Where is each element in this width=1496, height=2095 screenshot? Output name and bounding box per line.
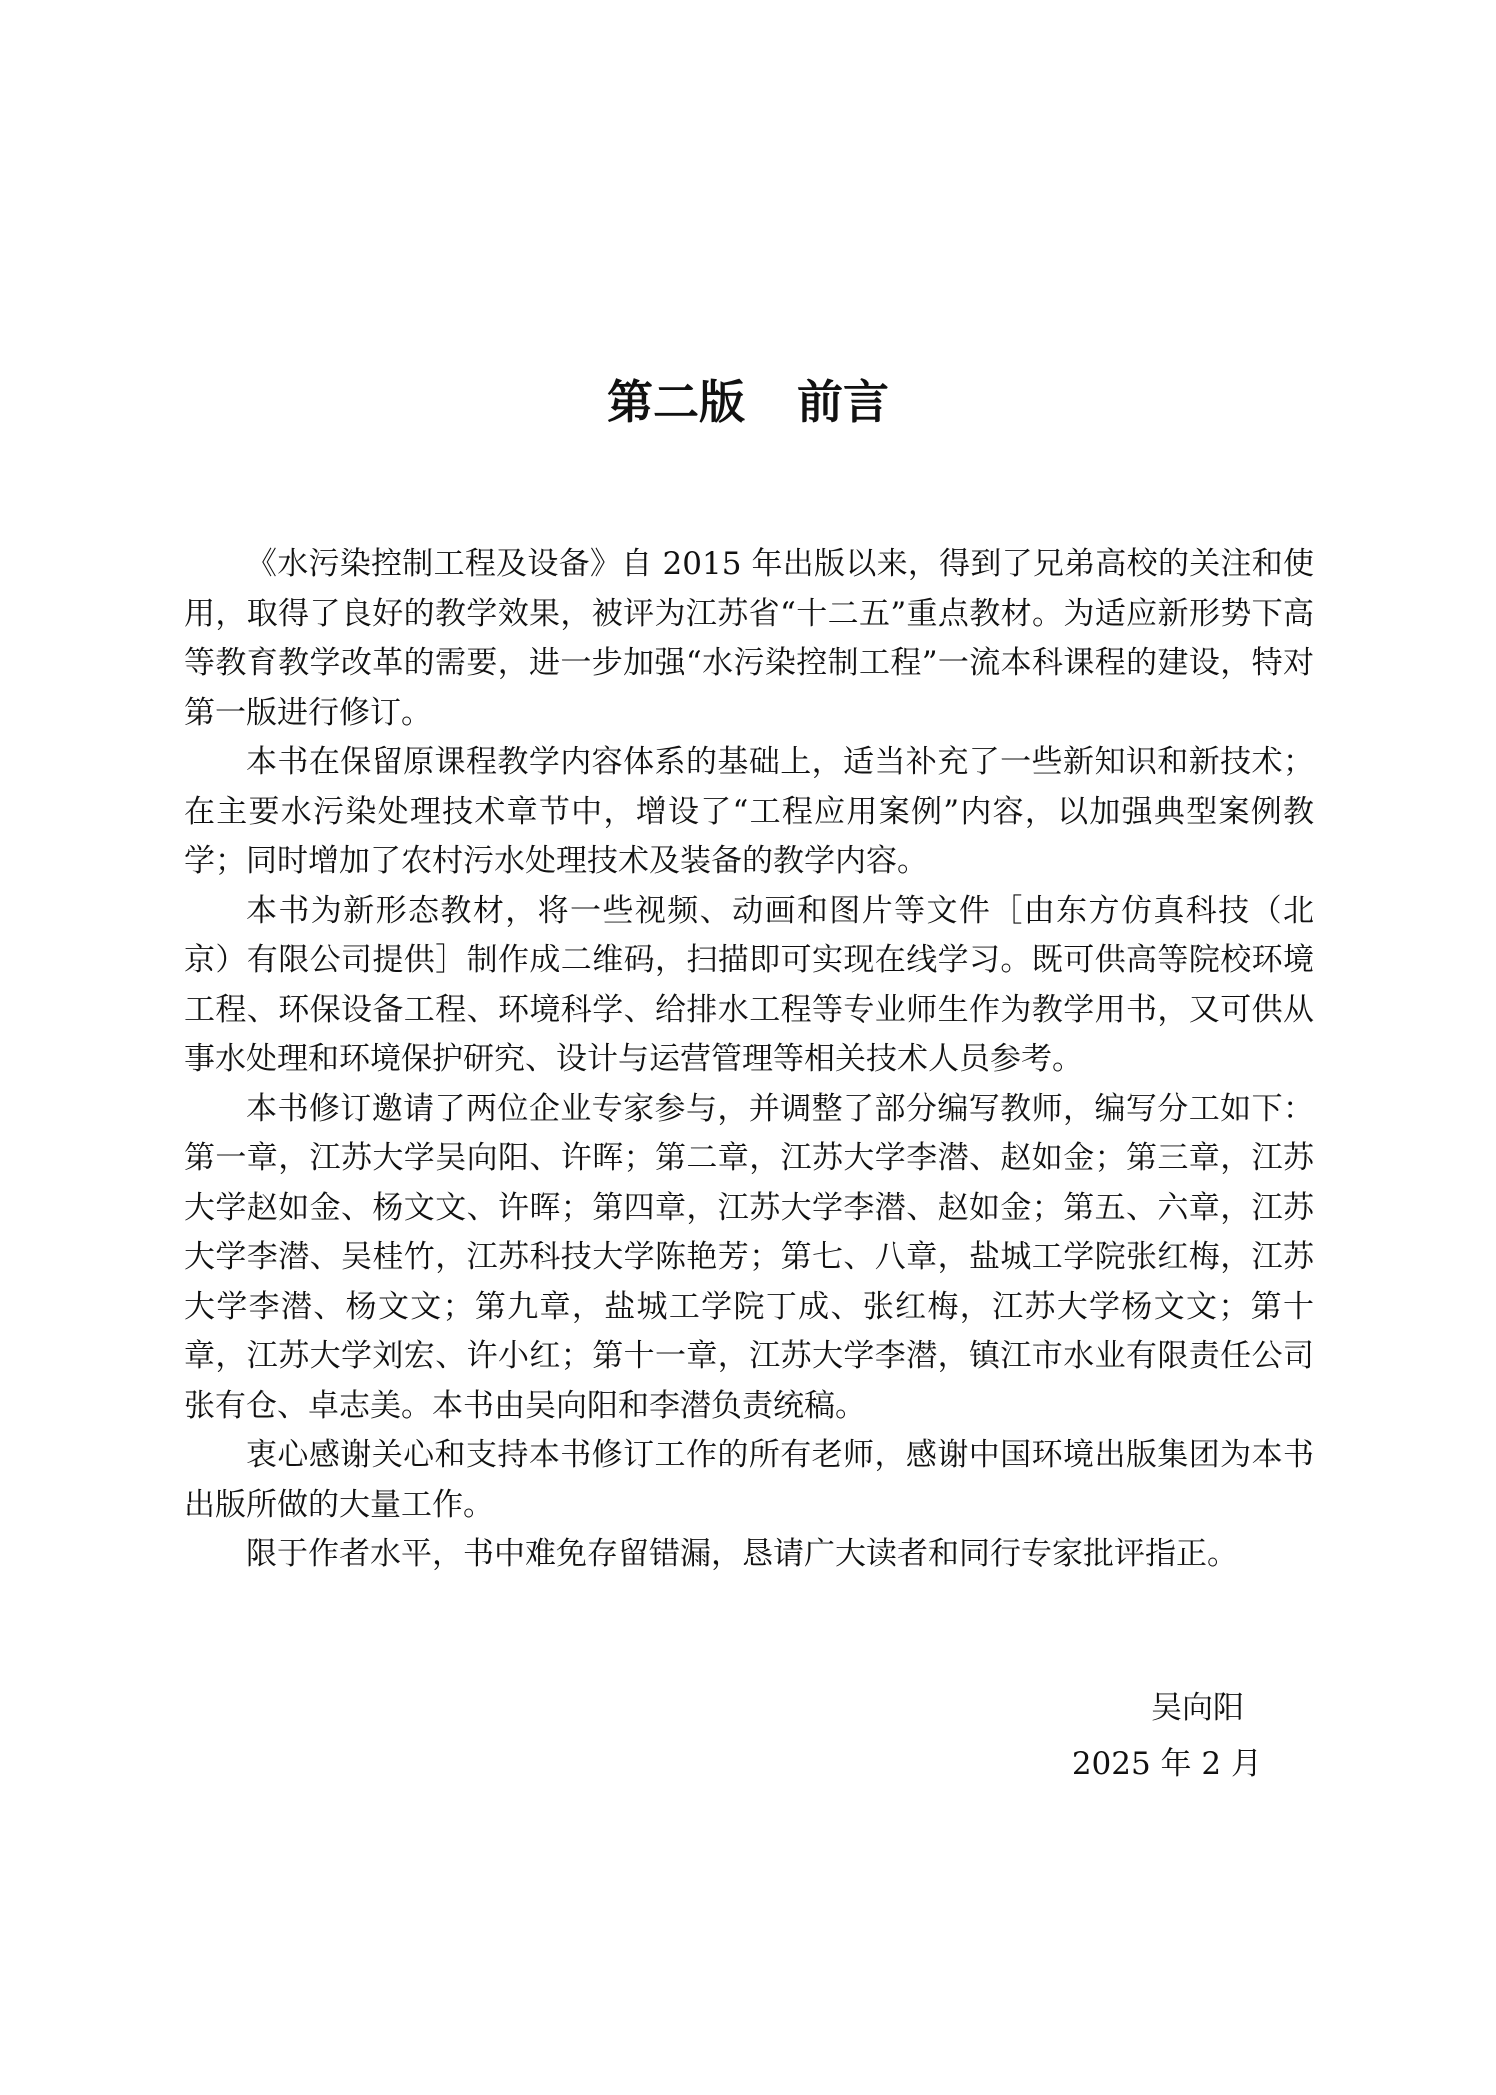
signature-author: 吴向阳: [1151, 1690, 1244, 1726]
title-part-edition: 第二版: [607, 375, 745, 429]
paragraph-thanks: 衷心感谢关心和支持本书修订工作的所有老师，感谢中国环境出版集团为本书出版所做的大量工作。: [184, 1437, 1314, 1523]
paragraph-authors: 本书修订邀请了两位企业专家参与，并调整了部分编写教师，编写分工如下：第一章，江苏大学吴向阳、许晖；第二章，江苏大学李潜、赵如金；第三章，江苏大学赵如金、杨文文、许晖；第四章，江苏大学李潜、赵如金；第五、六章，江苏大学李潜、吴桂竹，江苏科技大学陈艳芳；第七、八章，盐城工学院张红梅，江苏大学李潜、杨文文；第九章，盐城工学院丁成、张红梅，江苏大学杨文文；第十章，江苏大学刘宏、许小红；第十一章，江苏大学李潜，镇江市水业有限责任公司张有仓、卓志美。本书由吴向阳和李潜负责统稿。: [184, 1090, 1314, 1424]
page-title: [0, 372, 1496, 432]
signature-block: [1072, 1680, 1262, 1792]
paragraph-new-format: 本书为新形态教材，将一些视频、动画和图片等文件［由东方仿真科技（北京）有限公司提供］制作成二维码，扫描即可实现在线学习。既可供高等院校环境工程、环保设备工程、环境科学、给排水工程等专业师生作为教学用书，又可供从事水处理和环境保护研究、设计与运营管理等相关技术人员参考。: [184, 892, 1314, 1077]
preface-body: [184, 540, 1314, 1580]
signature-date: 2025 年 2 月: [1071, 1746, 1262, 1782]
paragraph-intro: 《水污染控制工程及设备》自 2015 年出版以来，得到了兄弟高校的关注和使用，取得了良好的教学效果，被评为江苏省“十二五”重点教材。为适应新形势下高等教育教学改革的需要，进一步加强“水污染控制工程”一流本科课程的建设，特对第一版进行修订。: [184, 546, 1314, 731]
paragraph-content-changes: 本书在保留原课程教学内容体系的基础上，适当补充了一些新知识和新技术；在主要水污染处理技术章节中，增设了“工程应用案例”内容，以加强典型案例教学；同时增加了农村污水处理技术及装备的教学内容。: [184, 744, 1314, 879]
paragraph-closing: 限于作者水平，书中难免存留错漏，恳请广大读者和同行专家批评指正。: [246, 1536, 1238, 1572]
title-part-preface: 前言: [797, 375, 889, 429]
